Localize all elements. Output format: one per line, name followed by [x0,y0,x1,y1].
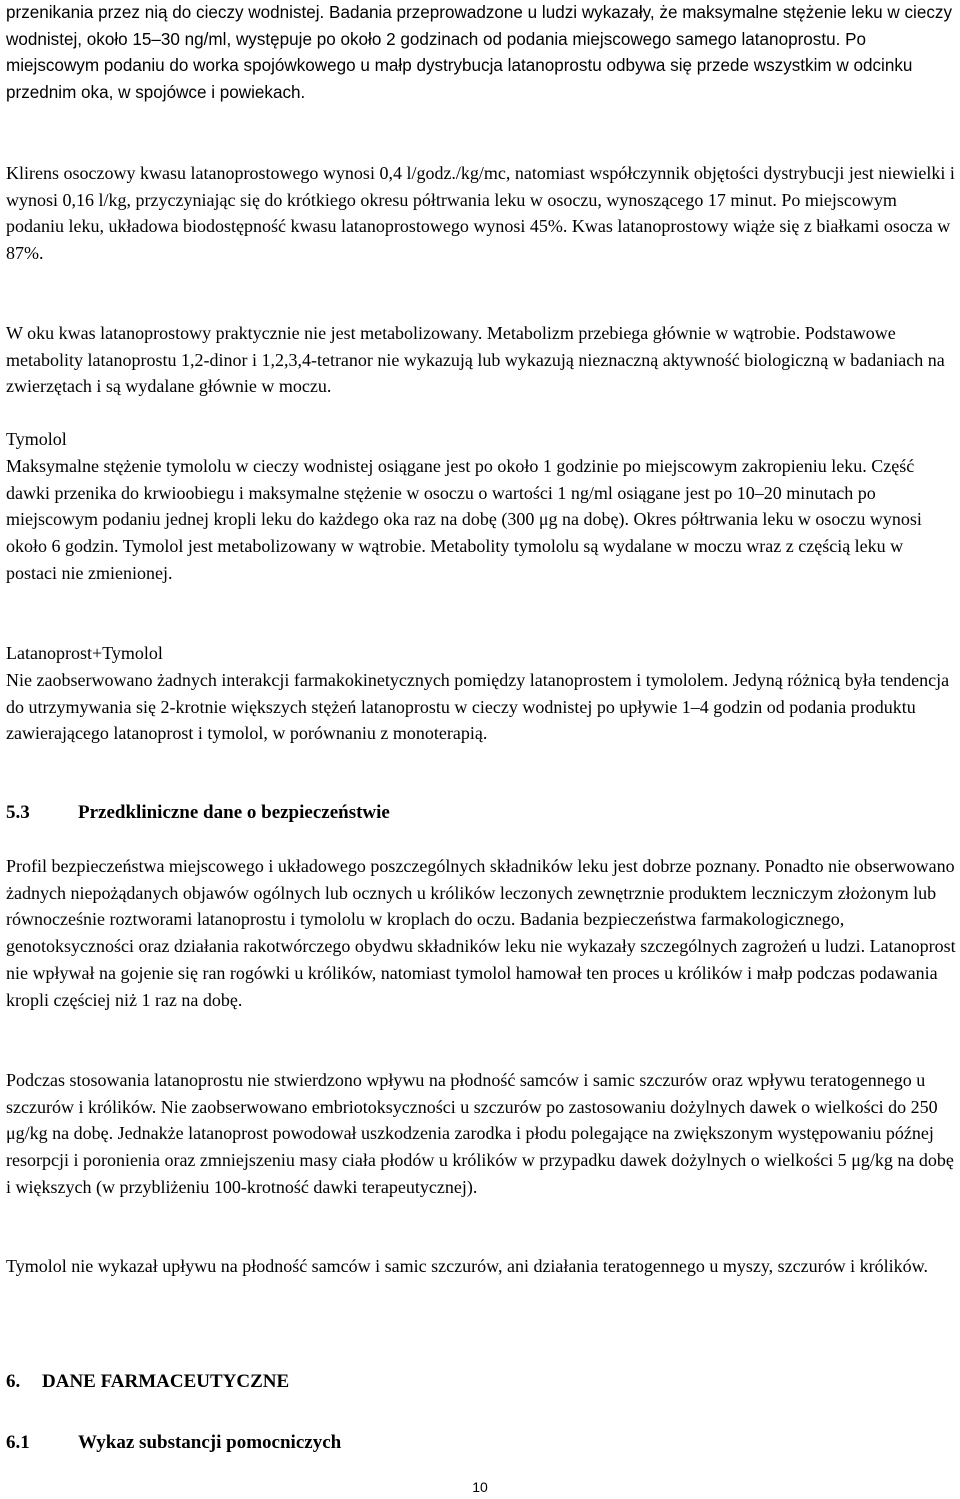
section-heading-5-3 [6,800,390,826]
paragraph-tymolol-fertility: Tymolol nie wykazał upływu na płodność samców i samic szczurów, ani działania teratogennego u myszy, szczurów i królików. [6,1256,928,1276]
page-number: 10 [472,1479,488,1495]
section-number: 5.3 [6,802,30,823]
paragraph-safety-profile: Profil bezpieczeństwa miejscowego i układowego poszczególnych składników leku jest dobrze poznany. Ponadto nie obserwowano żadnych niepożądanych objawów ogólnych lub ocznych u królików leczonych zewnętrznie produktem leczniczym złożonym lub równocześnie roztworami latanoprostu i tymololu w kroplach do oczu. Badania bezpieczeństwa farmakologicznego, genotoksyczności oraz działania rakotwórczego obydwu składników leku nie wykazały szczególnych zagrożeń u ludzi. Latanoprost nie wpływał na gojenie się ran rogówki u królików, natomiast tymolol hamował ten proces u królików i małp podczas podawania kropli częściej niż 1 raz na dobę. [6,856,956,1010]
paragraph-distribution: przenikania przez nią do cieczy wodnistej. Badania przeprowadzone u ludzi wykazały, że maksymalne stężenie leku w cieczy wodnistej, około 15–30 ng/ml, występuje po około 2 godzinach od podania miejscowego samego latanoprostu. Po miejscowym podaniu do worka spojówkowego u małp dystrybucja latanoprostu odbywa się przede wszystkim w odcinku przednim oka, w spojówce i powiekach. [6,3,952,103]
paragraph-combination: Nie zaobserwowano żadnych interakcji farmakokinetycznych pomiędzy latanoprostem i tymololem. Jedyną różnicą była tendencja do utrzymywania się 2-krotnie większych stężeń latanoprostu w cieczy wodnistej po upływie 1–4 godzin od podania produktu zawierającego latanoprost i tymolol, w porównaniu z monoterapią. [6,670,950,744]
section-heading-6 [6,1369,289,1395]
section-number: 6. [6,1371,21,1392]
paragraph-fertility: Podczas stosowania latanoprostu nie stwierdzono wpływu na płodność samców i samic szczurów oraz wpływu teratogennego u szczurów i królików. Nie zaobserwowano embriotoksyczności u szczurów po zastosowaniu dożylnych dawek o wielkości do 250 μg/kg na dobę. Jednakże latanoprost powodował uszkodzenia zarodka i płodu polegające na zwiększonym występowaniu późnej resorpcji i poronienia oraz zmniejszeniu masy ciała płodów u królików w przypadku dawek dożylnych o wielkości 5 μg/kg na dobę i większych (w przybliżeniu 100-krotność dawki terapeutycznej). [6,1070,954,1197]
subsection-combination-title: Latanoprost+Tymolol [6,643,163,663]
section-number: 6.1 [6,1432,30,1453]
section-title: Przedkliniczne dane o bezpieczeństwie [78,802,390,823]
section-title: Wykaz substancji pomocniczych [78,1432,342,1453]
paragraph-metabolism: W oku kwas latanoprostowy praktycznie nie jest metabolizowany. Metabolizm przebiega głównie w wątrobie. Podstawowe metabolity latanoprostu 1,2-dinor i 1,2,3,4-tetranor nie wykazują lub wykazują nieznaczną aktywność biologiczną w badaniach na zwierzętach i są wydalane głównie w moczu. [6,323,945,397]
section-heading-6-1 [6,1430,341,1456]
paragraph-clearance: Klirens osoczowy kwasu latanoprostowego wynosi 0,4 l/godz./kg/mc, natomiast współczynnik objętości dystrybucji jest niewielki i wynosi 0,16 l/kg, przyczyniając się do krótkiego okresu półtrwania leku w osoczu, wynoszącego 17 minut. Po miejscowym podaniu leku, układowa biodostępność kwasu latanoprostowego wynosi 45%. Kwas latanoprostowy wiąże się z białkami osocza w 87%. [6,163,955,264]
paragraph-tymolol: Maksymalne stężenie tymololu w cieczy wodnistej osiągane jest po około 1 godzinie po miejscowym zakropieniu leku. Część dawki przenika do krwioobiegu i maksymalne stężenie w osoczu o wartości 1 ng/ml osiągane jest po 10–20 minutach po miejscowym podaniu jednej kropli leku do każdego oka raz na dobę (300 μg na dobę). Okres półtrwania leku w osoczu wynosi około 6 godzin. Tymolol jest metabolizowany w wątrobie. Metabolity tymololu są wydalane w moczu wraz z częścią leku w postaci nie zmienionej. [6,456,922,583]
section-title: DANE FARMACEUTYCZNE [42,1371,290,1392]
subsection-tymolol-title: Tymolol [6,429,67,449]
